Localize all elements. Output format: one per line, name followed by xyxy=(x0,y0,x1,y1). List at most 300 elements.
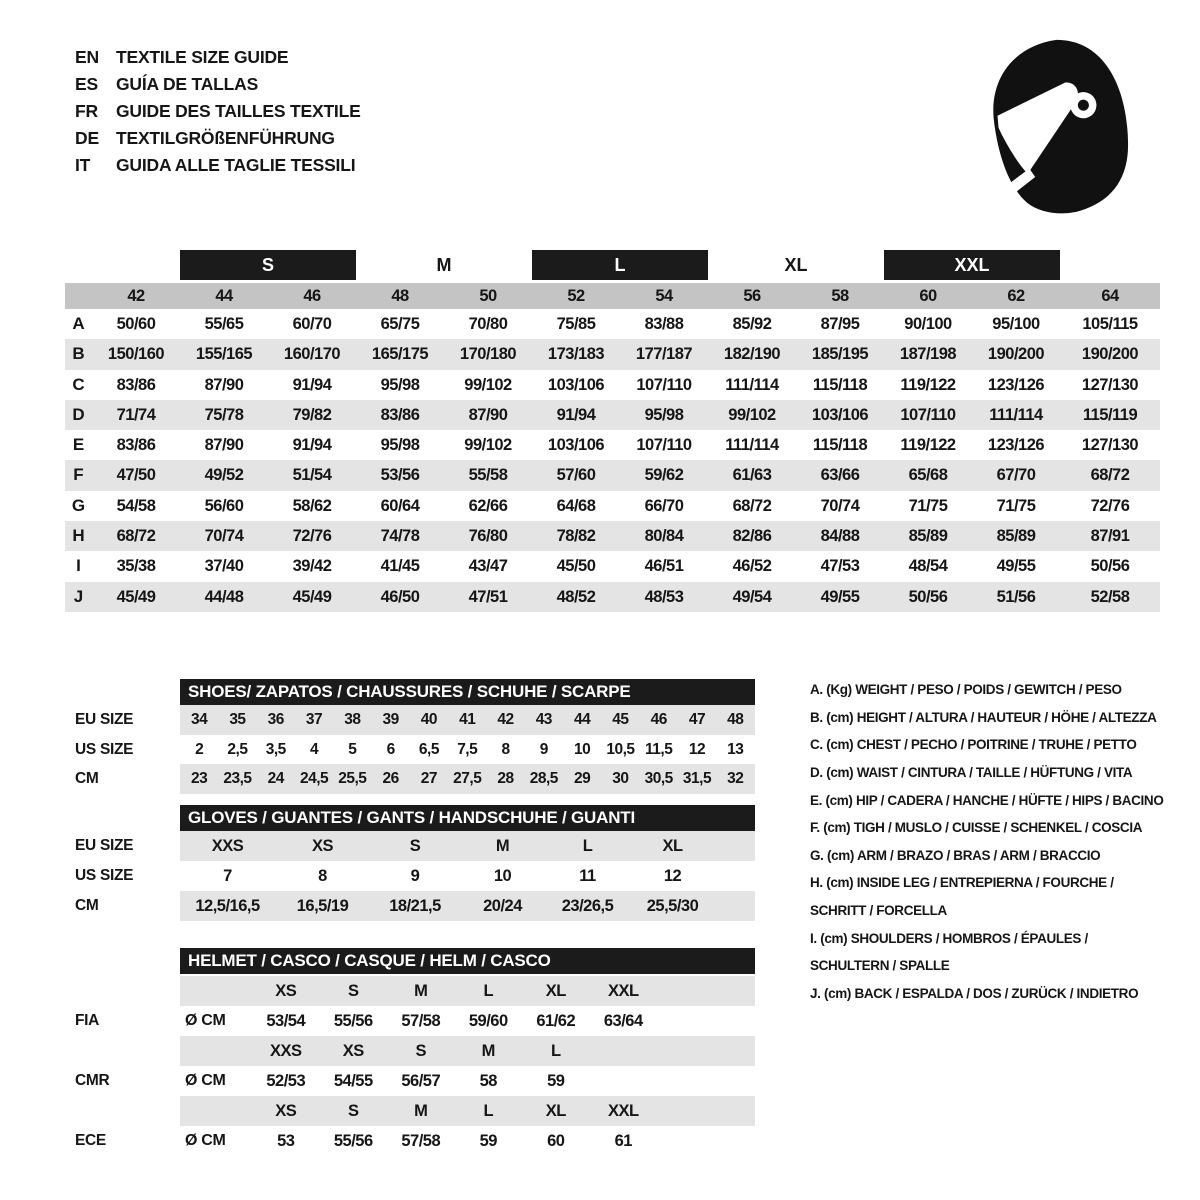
language-row xyxy=(75,44,361,71)
table-cell: 95/98 xyxy=(380,436,420,455)
spacer xyxy=(65,283,92,309)
row-letter: I xyxy=(76,556,81,576)
table-cell: 60/70 xyxy=(292,315,332,333)
table-cell: 7 xyxy=(223,867,232,885)
legend-line: E. (cm) HIP / CADERA / HANCHE / HÜFTE / HIPS / BACINO xyxy=(810,792,1164,808)
language-code: EN xyxy=(75,47,99,67)
table-cell: 63/66 xyxy=(820,466,860,485)
table-cell: 60/64 xyxy=(380,496,420,515)
legend-line: SCHRITT / FORCELLA xyxy=(810,903,947,919)
table-cell: 4 xyxy=(309,740,319,758)
table-cell: 68/72 xyxy=(1090,466,1130,485)
table-cell: 59 xyxy=(547,1072,565,1090)
table-row xyxy=(65,430,1160,460)
row-label: US SIZE xyxy=(75,740,134,758)
table-cell: 68/72 xyxy=(732,496,772,515)
table-cell: S xyxy=(409,837,421,855)
table-cell: 50/60 xyxy=(116,315,156,333)
language-code: ES xyxy=(75,74,98,94)
table-cell: 2 xyxy=(195,740,204,758)
table-cell: 80/84 xyxy=(644,527,684,546)
textile-size-table xyxy=(65,250,1160,612)
size-cell: L xyxy=(550,1042,561,1060)
table-cell: 38 xyxy=(344,711,361,728)
table-cell: 190/200 xyxy=(987,345,1045,364)
table-cell: 99/102 xyxy=(728,405,776,424)
table-cell: M xyxy=(495,837,510,855)
table-cell xyxy=(590,1066,658,1096)
table-cell: 10 xyxy=(493,867,512,885)
size-cell: 62 xyxy=(1007,287,1025,305)
size-cell: 58 xyxy=(831,287,849,305)
table-row xyxy=(65,491,1160,521)
row-label: US SIZE xyxy=(75,867,134,884)
table-cell: 71/75 xyxy=(908,496,948,515)
table-cell: 44/48 xyxy=(204,587,244,606)
table-row xyxy=(75,764,755,794)
table-cell: 85/92 xyxy=(732,315,772,333)
size-cell: XXL xyxy=(607,982,639,1000)
table-cell: 173/183 xyxy=(547,345,605,364)
table-cell: 6 xyxy=(386,740,395,758)
table-cell: 170/180 xyxy=(459,345,517,364)
size-group-l: L xyxy=(532,250,708,280)
table-cell: 70/74 xyxy=(820,496,860,515)
table-cell: 65/75 xyxy=(380,315,420,333)
table-cell: 57/58 xyxy=(401,1132,441,1150)
table-cell: 55/58 xyxy=(468,466,508,485)
table-cell: 23,5 xyxy=(223,770,252,787)
table-cell: 28,5 xyxy=(529,770,558,787)
table-cell: L xyxy=(582,837,593,855)
table-cell: 58 xyxy=(479,1072,497,1090)
standard-label: CMR xyxy=(75,1072,110,1089)
table-cell: 91/94 xyxy=(292,375,332,394)
size-cell: L xyxy=(483,1102,494,1120)
spacer xyxy=(180,1036,252,1066)
table-cell: 78/82 xyxy=(556,527,596,546)
table-cell: 54/58 xyxy=(116,496,156,515)
table-cell: 40 xyxy=(420,711,438,728)
size-cell: 48 xyxy=(391,287,409,305)
table-cell: 119/122 xyxy=(900,375,956,394)
guide-title: GUÍA DE TALLAS xyxy=(116,74,259,94)
language-row xyxy=(75,98,361,125)
table-cell: 18/21,5 xyxy=(389,897,441,915)
table-cell: 71/74 xyxy=(116,405,156,424)
table-cell: 75/85 xyxy=(556,315,596,333)
table-cell: 63/64 xyxy=(603,1012,643,1030)
table-cell: 95/98 xyxy=(644,405,684,424)
guide-title: TEXTILE SIZE GUIDE xyxy=(116,47,289,67)
row-letter: H xyxy=(72,526,85,546)
size-cell: 60 xyxy=(919,287,937,305)
table-cell: 50/56 xyxy=(908,587,948,606)
table-row xyxy=(65,582,1160,612)
standard-label: FIA xyxy=(75,1012,100,1029)
table-cell: 48/54 xyxy=(908,557,948,576)
table-cell: XL xyxy=(662,837,683,855)
table-cell: 52/53 xyxy=(266,1072,306,1090)
helmet-value-row xyxy=(75,1006,755,1036)
standard-label: ECE xyxy=(75,1132,106,1149)
table-cell: 52/58 xyxy=(1090,587,1130,606)
table-cell: 25,5/30 xyxy=(646,897,699,915)
table-cell: 111/114 xyxy=(725,436,779,455)
table-cell: 187/198 xyxy=(899,345,957,364)
size-cell: M xyxy=(414,1102,428,1120)
table-cell: 46/52 xyxy=(732,557,772,576)
table-cell: 37 xyxy=(305,711,323,728)
table-cell: 190/200 xyxy=(1081,345,1139,364)
table-cell: 56/60 xyxy=(204,496,244,515)
size-cell: 46 xyxy=(303,287,321,305)
table-cell: 46/51 xyxy=(644,557,684,576)
legend-line: H. (cm) INSIDE LEG / ENTREPIERNA / FOURCHE / xyxy=(810,875,1114,891)
table-cell: 24,5 xyxy=(299,770,329,787)
table-row xyxy=(65,551,1160,581)
row-label: EU SIZE xyxy=(75,711,134,728)
size-cell: 52 xyxy=(567,287,585,305)
row-letter: J xyxy=(73,586,84,606)
table-cell: 42 xyxy=(497,711,514,728)
size-group-xl: XL xyxy=(784,255,808,275)
table-cell: 103/106 xyxy=(811,405,869,424)
table-cell: 127/130 xyxy=(1081,375,1139,394)
size-cell: XS xyxy=(275,982,297,1000)
table-cell: 49/55 xyxy=(820,587,860,606)
table-cell: 26 xyxy=(382,770,399,787)
table-cell: 46/50 xyxy=(380,587,420,606)
table-cell: 49/54 xyxy=(732,587,772,606)
table-cell: 35/38 xyxy=(116,557,156,576)
legend-line: J. (cm) BACK / ESPALDA / DOS / ZURÜCK / INDIETRO xyxy=(810,985,1139,1001)
table-cell: 43 xyxy=(535,711,552,728)
table-cell: 57/60 xyxy=(556,466,596,485)
numeric-size-row xyxy=(65,283,1160,309)
table-cell: 45/49 xyxy=(116,587,156,606)
size-cell: 44 xyxy=(215,287,233,305)
table-cell: 5 xyxy=(348,740,357,758)
table-cell: 13 xyxy=(727,740,744,758)
size-cell: L xyxy=(483,982,494,1000)
language-title-list xyxy=(75,44,361,179)
table-cell: 59 xyxy=(479,1132,497,1150)
table-cell: 76/80 xyxy=(468,527,508,546)
table-row xyxy=(65,460,1160,490)
gloves-table-title: GLOVES / GUANTES / GANTS / HANDSCHUHE / GUANTI xyxy=(180,805,755,831)
row-label: CM xyxy=(75,897,99,914)
table-cell: 34 xyxy=(191,711,208,728)
size-cell: 54 xyxy=(655,287,673,305)
table-cell: 48/52 xyxy=(556,587,596,606)
helmet-value-row xyxy=(75,1126,755,1156)
size-cell: 50 xyxy=(479,287,497,305)
row-letter: E xyxy=(72,435,85,455)
table-cell: 107/110 xyxy=(636,436,692,455)
table-cell: 177/187 xyxy=(635,345,693,364)
unit-label: Ø CM xyxy=(185,1132,226,1149)
table-row xyxy=(75,861,755,891)
helmet-icon xyxy=(973,34,1145,225)
table-cell: 99/102 xyxy=(464,436,512,455)
table-cell: 75/78 xyxy=(204,405,244,424)
table-cell: 57/58 xyxy=(401,1012,441,1030)
language-row xyxy=(75,71,361,98)
shoes-table-title: SHOES/ ZAPATOS / CHAUSSURES / SCHUHE / SCARPE xyxy=(180,679,755,705)
table-cell: 66/70 xyxy=(644,496,684,515)
table-cell: 85/89 xyxy=(908,527,948,546)
table-cell: 111/114 xyxy=(725,375,779,394)
table-cell: 35 xyxy=(229,711,246,728)
table-cell: 95/98 xyxy=(380,375,420,394)
table-cell: 127/130 xyxy=(1081,436,1139,455)
table-cell: 41 xyxy=(459,711,476,728)
measurement-legend xyxy=(810,676,1164,1007)
table-cell: 23/26,5 xyxy=(561,897,614,915)
helmet-size-header-row xyxy=(75,1096,755,1126)
table-cell: 27,5 xyxy=(453,770,482,787)
table-cell: 87/91 xyxy=(1090,527,1130,546)
table-cell: 87/90 xyxy=(468,405,508,424)
table-cell: XXS xyxy=(211,837,244,855)
table-row xyxy=(75,705,755,735)
table-cell: 37/40 xyxy=(204,557,244,576)
table-cell: 99/102 xyxy=(464,375,512,394)
table-cell: 185/195 xyxy=(811,345,869,364)
table-cell: 87/95 xyxy=(820,315,860,333)
guide-title: GUIDE DES TAILLES TEXTILE xyxy=(116,101,361,121)
table-row xyxy=(75,891,755,921)
table-cell: 10 xyxy=(573,740,591,758)
table-cell: 3,5 xyxy=(265,740,286,758)
table-cell: 83/86 xyxy=(116,436,156,455)
language-code: FR xyxy=(75,101,98,121)
table-cell: 70/80 xyxy=(468,315,508,333)
spacer xyxy=(75,976,180,1006)
gloves-table xyxy=(75,831,755,921)
table-cell: 49/52 xyxy=(204,466,244,485)
helmet-size-header-row xyxy=(75,976,755,1006)
table-cell: 29 xyxy=(573,770,591,787)
table-cell: 53 xyxy=(277,1132,295,1150)
size-cell: S xyxy=(347,1102,359,1120)
legend-line: SCHULTERN / SPALLE xyxy=(810,958,950,974)
language-row xyxy=(75,152,361,179)
table-cell: 91/94 xyxy=(292,436,332,455)
table-cell: 160/170 xyxy=(283,345,341,364)
table-cell: 12,5/16,5 xyxy=(195,897,260,915)
table-cell: 9 xyxy=(539,740,548,758)
table-cell: 61 xyxy=(614,1132,632,1150)
table-cell: 45/49 xyxy=(292,587,332,606)
table-cell: 95/100 xyxy=(992,315,1040,333)
table-cell: 107/110 xyxy=(636,375,692,394)
table-cell: 47/51 xyxy=(468,587,508,606)
table-cell: 31,5 xyxy=(682,770,712,787)
table-cell: 41/45 xyxy=(380,557,420,576)
table-cell: 150/160 xyxy=(107,345,165,364)
table-cell: 72/76 xyxy=(1090,496,1130,515)
table-cell: 115/118 xyxy=(812,436,868,455)
table-row xyxy=(75,735,755,765)
table-cell: 53/54 xyxy=(266,1012,306,1030)
size-cell: XXL xyxy=(607,1102,639,1120)
size-cell: XL xyxy=(545,1102,566,1120)
legend-line: A. (Kg) WEIGHT / PESO / POIDS / GEWITCH / PESO xyxy=(810,682,1122,698)
table-cell: 46 xyxy=(650,711,667,728)
table-cell: 182/190 xyxy=(723,345,781,364)
table-row xyxy=(65,370,1160,400)
table-cell: 60 xyxy=(547,1132,565,1150)
table-cell: XS xyxy=(311,837,333,855)
table-cell: 20/24 xyxy=(483,897,522,915)
table-cell: 25,5 xyxy=(338,770,367,787)
table-cell: 30 xyxy=(612,770,629,787)
row-letter: A xyxy=(72,314,85,333)
language-row xyxy=(75,125,361,152)
table-cell: 64/68 xyxy=(556,496,596,515)
table-cell: 50/56 xyxy=(1090,557,1130,576)
table-cell: 47/53 xyxy=(820,557,860,576)
table-cell: 28 xyxy=(497,770,514,787)
table-cell: 68/72 xyxy=(116,527,156,546)
table-cell: 30,5 xyxy=(644,770,673,787)
size-cell: 56 xyxy=(743,287,761,305)
table-cell: 51/56 xyxy=(996,587,1036,606)
table-cell: 84/88 xyxy=(820,527,860,546)
size-cell: 64 xyxy=(1101,287,1119,305)
helmet-value-row xyxy=(75,1066,755,1096)
size-cell xyxy=(590,1036,658,1066)
language-code: DE xyxy=(75,128,99,148)
table-cell: 47/50 xyxy=(116,466,156,485)
table-cell: 39/42 xyxy=(292,557,332,576)
table-cell: 48/53 xyxy=(644,587,684,606)
guide-title: TEXTILGRÖßENFÜHRUNG xyxy=(116,128,335,148)
table-cell: 123/126 xyxy=(987,436,1045,455)
table-row xyxy=(65,400,1160,430)
table-cell: 11,5 xyxy=(645,740,673,758)
table-cell: 115/118 xyxy=(812,375,868,394)
spacer xyxy=(180,976,252,1006)
table-cell: 54/55 xyxy=(333,1072,373,1090)
table-cell: 10,5 xyxy=(606,740,635,758)
table-cell: 48 xyxy=(727,711,744,728)
table-cell: 36 xyxy=(267,711,284,728)
size-group-xxl: XXL xyxy=(884,250,1060,280)
table-cell: 53/56 xyxy=(380,466,420,485)
table-cell: 90/100 xyxy=(904,315,952,333)
table-cell: 44 xyxy=(573,711,591,728)
table-row xyxy=(65,521,1160,551)
table-cell: 82/86 xyxy=(732,527,772,546)
table-cell: 119/122 xyxy=(900,436,956,455)
table-cell: 58/62 xyxy=(292,496,332,515)
table-cell: 16,5/19 xyxy=(296,897,349,915)
table-cell: 8 xyxy=(501,740,510,758)
size-cell: M xyxy=(481,1042,495,1060)
table-cell: 83/86 xyxy=(116,375,156,394)
size-cell: S xyxy=(415,1042,426,1060)
guide-title: GUIDA ALLE TAGLIE TESSILI xyxy=(116,155,356,175)
table-cell: 91/94 xyxy=(556,405,596,424)
size-group-m: M xyxy=(436,255,452,275)
size-cell: XS xyxy=(342,1042,364,1060)
table-cell: 87/90 xyxy=(204,436,244,455)
helmet-size-header-row xyxy=(75,1036,755,1066)
table-cell: 47 xyxy=(688,711,706,728)
size-cell: 42 xyxy=(127,287,145,305)
table-cell: 115/119 xyxy=(1082,405,1138,424)
table-cell: 51/54 xyxy=(292,466,332,485)
table-cell: 85/89 xyxy=(996,527,1036,546)
legend-line: F. (cm) TIGH / MUSLO / CUISSE / SCHENKEL / COSCIA xyxy=(810,820,1143,836)
table-cell: 6,5 xyxy=(418,740,439,758)
table-cell: 45 xyxy=(612,711,629,728)
legend-line: G. (cm) ARM / BRAZO / BRAS / ARM / BRACCIO xyxy=(810,847,1101,863)
table-cell: 72/76 xyxy=(292,527,332,546)
table-cell: 65/68 xyxy=(908,466,948,485)
size-cell: XL xyxy=(545,982,566,1000)
table-cell: 56/57 xyxy=(401,1072,441,1090)
row-letter: F xyxy=(73,465,84,485)
spacer xyxy=(75,1096,180,1126)
table-cell: 62/66 xyxy=(468,496,508,515)
table-row xyxy=(65,309,1160,339)
table-cell: 74/78 xyxy=(380,527,420,546)
row-letter: B xyxy=(72,344,85,364)
table-cell: 61/63 xyxy=(732,466,772,485)
table-cell: 55/65 xyxy=(204,315,244,333)
unit-label: Ø CM xyxy=(185,1072,226,1089)
table-cell: 83/86 xyxy=(380,405,420,424)
legend-line: D. (cm) WAIST / CINTURA / TAILLE / HÜFTUNG / VITA xyxy=(810,765,1133,781)
table-cell: 9 xyxy=(410,867,420,885)
table-cell: 45/50 xyxy=(556,557,596,576)
size-cell: M xyxy=(414,982,428,1000)
table-cell: 105/115 xyxy=(1082,315,1138,333)
legend-line: B. (cm) HEIGHT / ALTURA / HAUTEUR / HÖHE / ALTEZZA xyxy=(810,709,1157,725)
size-cell: XS xyxy=(275,1102,297,1120)
table-row xyxy=(75,831,755,861)
table-cell: 70/74 xyxy=(204,527,244,546)
table-cell: 83/88 xyxy=(644,315,684,333)
table-cell: 27 xyxy=(420,770,438,787)
legend-line: I. (cm) SHOULDERS / HOMBROS / ÉPAULES / xyxy=(810,930,1088,946)
row-label: EU SIZE xyxy=(75,837,134,854)
table-cell: 2,5 xyxy=(227,740,248,758)
table-cell: 8 xyxy=(318,867,327,885)
legend-line: C. (cm) CHEST / PECHO / POITRINE / TRUHE / PETTO xyxy=(810,737,1137,753)
table-cell: 103/106 xyxy=(547,375,605,394)
table-cell: 43/47 xyxy=(468,557,508,576)
helmet-table xyxy=(75,976,755,1156)
table-cell: 165/175 xyxy=(371,345,429,364)
table-cell: 111/114 xyxy=(989,405,1043,424)
table-cell: 123/126 xyxy=(987,375,1045,394)
language-code: IT xyxy=(75,155,91,175)
table-cell: 24 xyxy=(267,770,284,787)
table-cell: 103/106 xyxy=(547,436,605,455)
size-cell: S xyxy=(347,982,359,1000)
row-letter: D xyxy=(72,404,85,424)
table-cell: 39 xyxy=(382,711,399,728)
table-cell: 59/60 xyxy=(468,1012,508,1030)
table-cell: 12 xyxy=(663,867,682,885)
table-cell: 87/90 xyxy=(204,375,244,394)
row-letter: G xyxy=(71,495,86,515)
